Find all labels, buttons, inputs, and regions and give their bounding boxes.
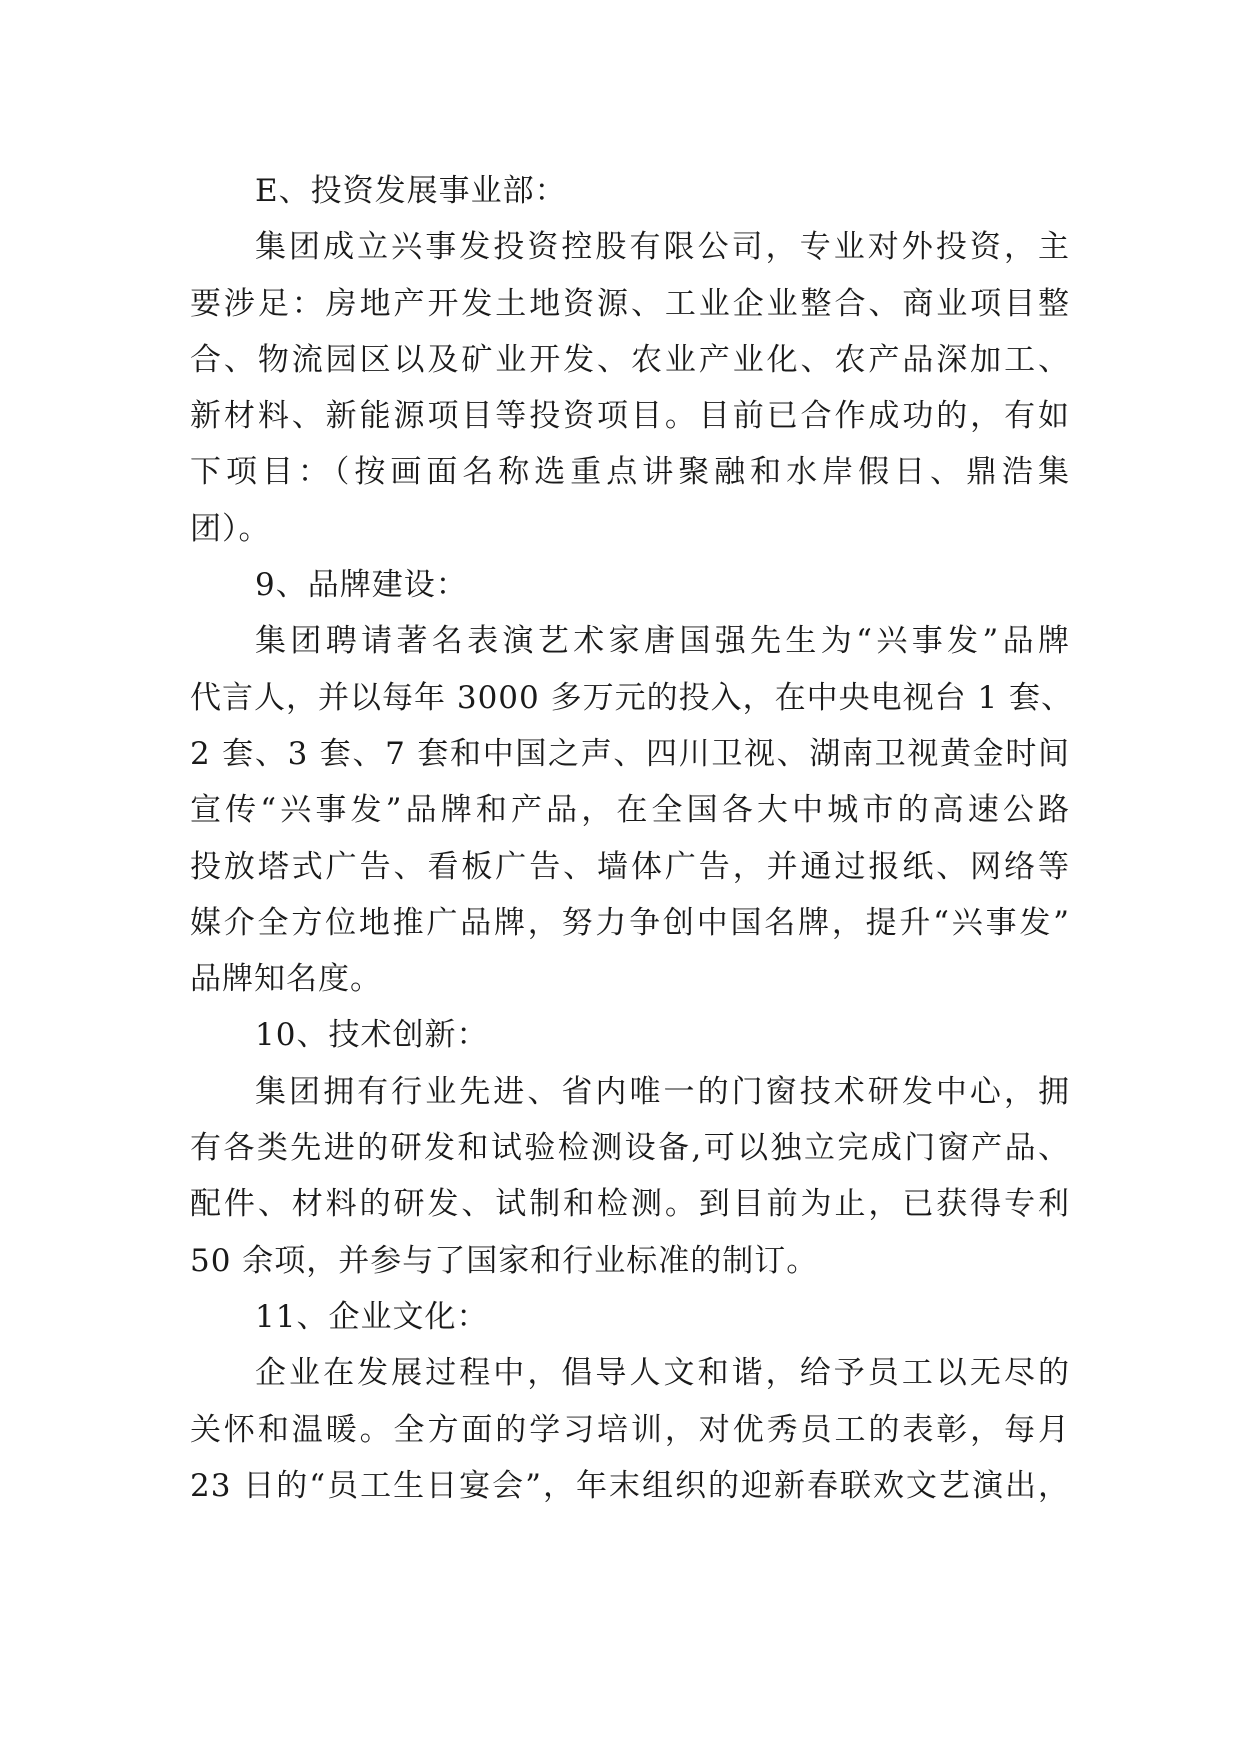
paragraph-line: 媒介全方位地推广品牌，努力争创中国名牌，提升“兴事发” [190,904,1070,941]
paragraph-line: 下项目：（按画面名称选重点讲聚融和水岸假日、鼎浩集 [190,454,1070,491]
paragraph-line: 宣传“兴事发”品牌和产品，在全国各大中城市的高速公路 [190,792,1070,829]
paragraph-line: 有各类先进的研发和试验检测设备,可以独立完成门窗产品、 [190,1130,1070,1167]
paragraph-line: 企业在发展过程中，倡导人文和谐，给予员工以无尽的 [255,1355,1070,1392]
paragraph-line: 配件、材料的研发、试制和检测。到目前为止，已获得专利 [190,1186,1070,1223]
section-heading-innovation: 10、技术创新： [255,1017,489,1054]
section-heading-investment: E、投资发展事业部： [255,173,567,209]
section-heading-culture: 11、企业文化： [255,1298,489,1335]
paragraph-line: 要涉足：房地产开发土地资源、工业企业整合、商业项目整 [190,285,1070,322]
paragraph-line: 2 套、3 套、7 套和中国之声、四川卫视、湖南卫视黄金时间 [190,735,1070,772]
paragraph-line: 集团拥有行业先进、省内唯一的门窗技术研发中心，拥 [255,1073,1070,1110]
paragraph-line: 23 日的“员工生日宴会”，年末组织的迎新春联欢文艺演出， [190,1467,1070,1504]
paragraph-line: 团）。 [190,510,271,547]
paragraph-line: 投放塔式广告、看板广告、墙体广告，并通过报纸、网络等 [190,848,1070,885]
paragraph-line: 代言人，并以每年 3000 多万元的投入，在中央电视台 1 套、 [190,679,1074,716]
paragraph-line: 关怀和温暖。全方面的学习培训，对优秀员工的表彰，每月 [190,1411,1070,1448]
paragraph-line: 集团成立兴事发投资控股有限公司，专业对外投资，主 [255,229,1070,266]
paragraph-line: 合、物流园区以及矿业开发、农业产业化、农产品深加工、 [190,341,1070,378]
document-body [190,163,1074,1514]
section-heading-brand: 9、品牌建设： [255,567,468,604]
paragraph-line: 50 余项，并参与了国家和行业标准的制订。 [190,1242,819,1279]
paragraph-line: 集团聘请著名表演艺术家唐国强先生为“兴事发”品牌 [255,623,1070,660]
paragraph-line: 品牌知名度。 [190,961,382,998]
paragraph-line: 新材料、新能源项目等投资项目。目前已合作成功的，有如 [190,398,1070,435]
